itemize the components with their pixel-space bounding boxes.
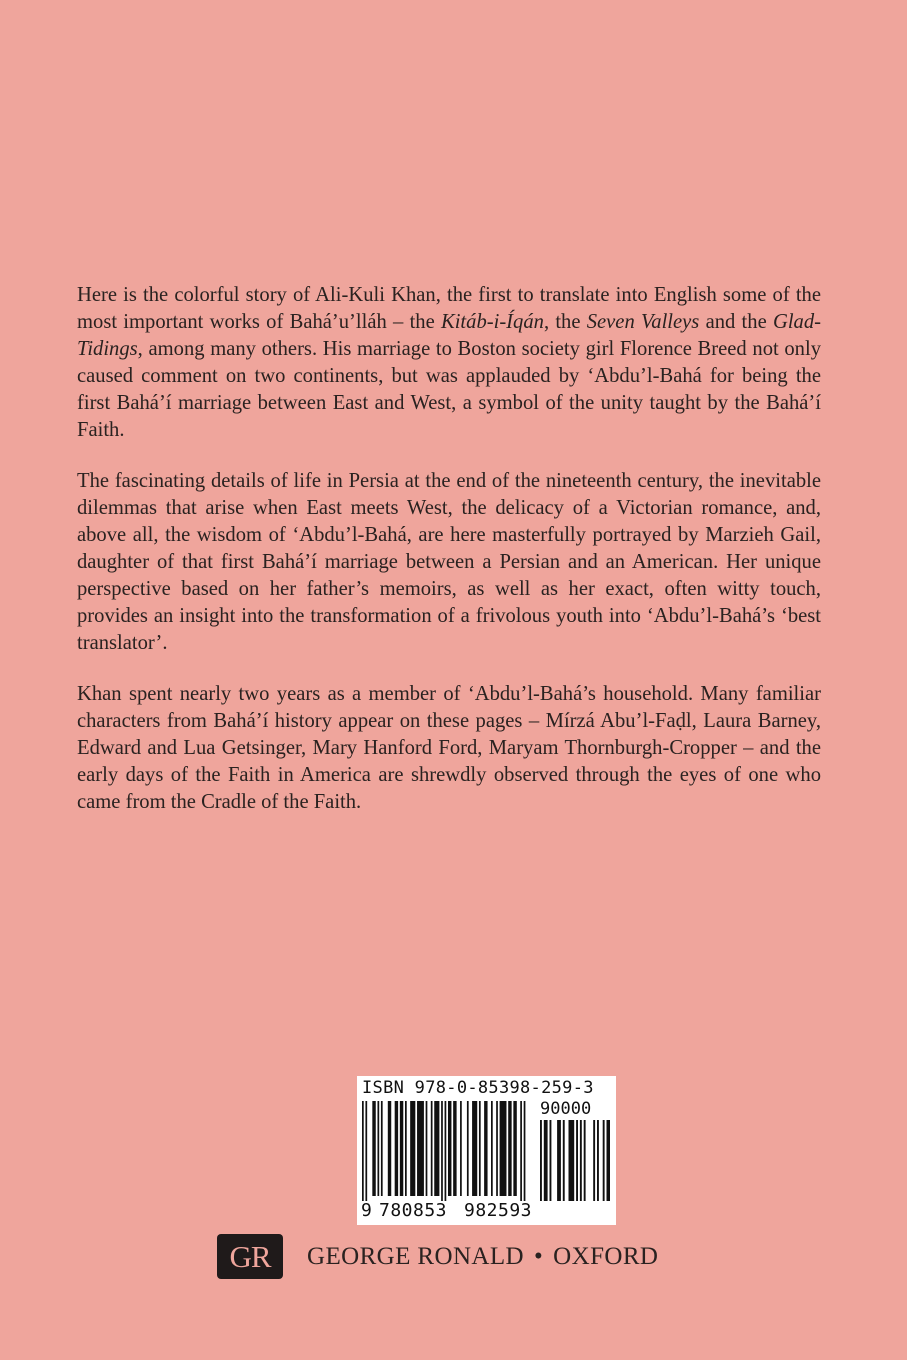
publisher-name: GEORGE RONALD: [307, 1242, 524, 1270]
barcode-bar: [400, 1101, 403, 1196]
isbn-label: ISBN 978-0-85398-259-3: [362, 1078, 594, 1098]
barcode-bar: [388, 1101, 391, 1196]
price-code: 90000: [540, 1099, 592, 1119]
barcode-bar: [496, 1101, 498, 1196]
blurb-text: , the: [543, 311, 587, 333]
barcode-bar: [491, 1101, 493, 1196]
barcode-bar: [513, 1101, 516, 1196]
barcode-bar: [484, 1101, 487, 1196]
barcode-bar: [508, 1101, 511, 1196]
ean-first-digit: 9: [361, 1200, 373, 1221]
barcode-bar: [395, 1101, 398, 1196]
barcode-bar: [441, 1101, 443, 1201]
barcode-bar: [372, 1101, 375, 1196]
barcode-bar: [426, 1101, 428, 1196]
barcode-bar: [576, 1120, 578, 1201]
barcode-bar: [563, 1120, 565, 1201]
ean13-bars: [362, 1101, 534, 1201]
barcode-bar: [597, 1120, 599, 1201]
blurb-text: , among many others. His marriage to Boston society girl Florence Breed not only caused comment on two continents, but was applauded by ‘Abdu’l-Bahá for being the first Bahá’í marriage between East and West, a symbol of the unity taught by the Bahá’í Faith.: [77, 338, 821, 441]
barcode-bar: [540, 1120, 542, 1201]
barcode-bar: [580, 1120, 582, 1201]
barcode-bar: [569, 1120, 575, 1201]
barcode-bar: [472, 1101, 477, 1196]
barcode-bar: [434, 1101, 439, 1196]
blurb-paragraph-2: The fascinating details of life in Persia at the end of the nineteenth century, the inevitable dilemmas that arise when East meets West, the delicacy of a Victorian romance, and, above all, the wisdom of ‘Abdu’l-Bahá, are here masterfully portrayed by Marzieh Gail, daughter of that first Bahá’í marriage between a Persian and an American. Her unique perspective based on her father’s memoirs, as well as her exact, often witty touch, provides an insight into the transformation of a frivolous youth into ‘Abdu’l-Bahá’s ‘best translator’.: [77, 470, 821, 654]
publisher-imprint: [217, 1234, 658, 1279]
separator-dot: •: [534, 1242, 544, 1270]
barcode-bar: [365, 1101, 367, 1201]
publisher-name-line: [307, 1243, 658, 1271]
publisher-city: OXFORD: [553, 1242, 659, 1270]
title-kitab-i-iqan: Kitáb-i-Íqán: [440, 311, 544, 333]
title-glad-tidings: Glad-Tidings: [77, 311, 821, 360]
barcode-bar: [431, 1101, 433, 1196]
barcode-bar: [445, 1101, 447, 1201]
barcode-bar: [479, 1101, 481, 1196]
back-cover-blurb: [77, 282, 821, 840]
barcode-bar: [607, 1120, 611, 1201]
isbn-barcode: [357, 1076, 616, 1225]
barcode-bar: [362, 1101, 364, 1201]
barcode-bar: [603, 1120, 605, 1201]
barcode-bar: [410, 1101, 415, 1196]
publisher-logo: GR: [217, 1234, 283, 1279]
barcode-bar: [377, 1101, 379, 1196]
barcode-bar: [417, 1101, 424, 1196]
barcode-bar: [557, 1120, 561, 1201]
ean-right-digits: 982593: [464, 1200, 533, 1221]
barcode-bar: [520, 1101, 522, 1201]
barcode-bar: [500, 1101, 507, 1196]
barcode-bar: [550, 1120, 552, 1201]
barcode-bar: [524, 1101, 526, 1201]
blurb-paragraph-1: [77, 282, 821, 444]
barcode-bar: [405, 1101, 407, 1196]
barcode-bar: [584, 1120, 586, 1201]
barcode-bar: [467, 1101, 469, 1196]
title-seven-valleys: Seven Valleys: [586, 311, 700, 333]
blurb-paragraph-3: Khan spent nearly two years as a member of ‘Abdu’l-Bahá’s household. Many familiar characters from Bahá’í history appear on these pages – Mírzá Abu’l-Faḍl, Laura Barney, Edward and Lua Getsinger, Mary Hanford Ford, Maryam Thornburgh-Cropper – and the early days of the Faith in America are shrewdly observed through the eyes of one who came from the Cradle of the Faith.: [77, 683, 821, 813]
barcode-bar: [593, 1120, 595, 1201]
blurb-text: Here is the colorful story of Ali-Kuli Khan, the first to translate into English some of the most important works of Bahá’u’lláh – the: [77, 284, 821, 333]
barcode-bar: [460, 1101, 462, 1196]
addon-bars: [540, 1120, 610, 1201]
ean-digits: [361, 1200, 532, 1221]
barcode-bar: [448, 1101, 451, 1196]
ean-left-digits: 780853: [379, 1200, 448, 1221]
barcode-bar: [381, 1101, 383, 1196]
blurb-text: and the: [699, 311, 773, 333]
barcode-bar: [453, 1101, 456, 1196]
barcode-bar: [544, 1120, 548, 1201]
